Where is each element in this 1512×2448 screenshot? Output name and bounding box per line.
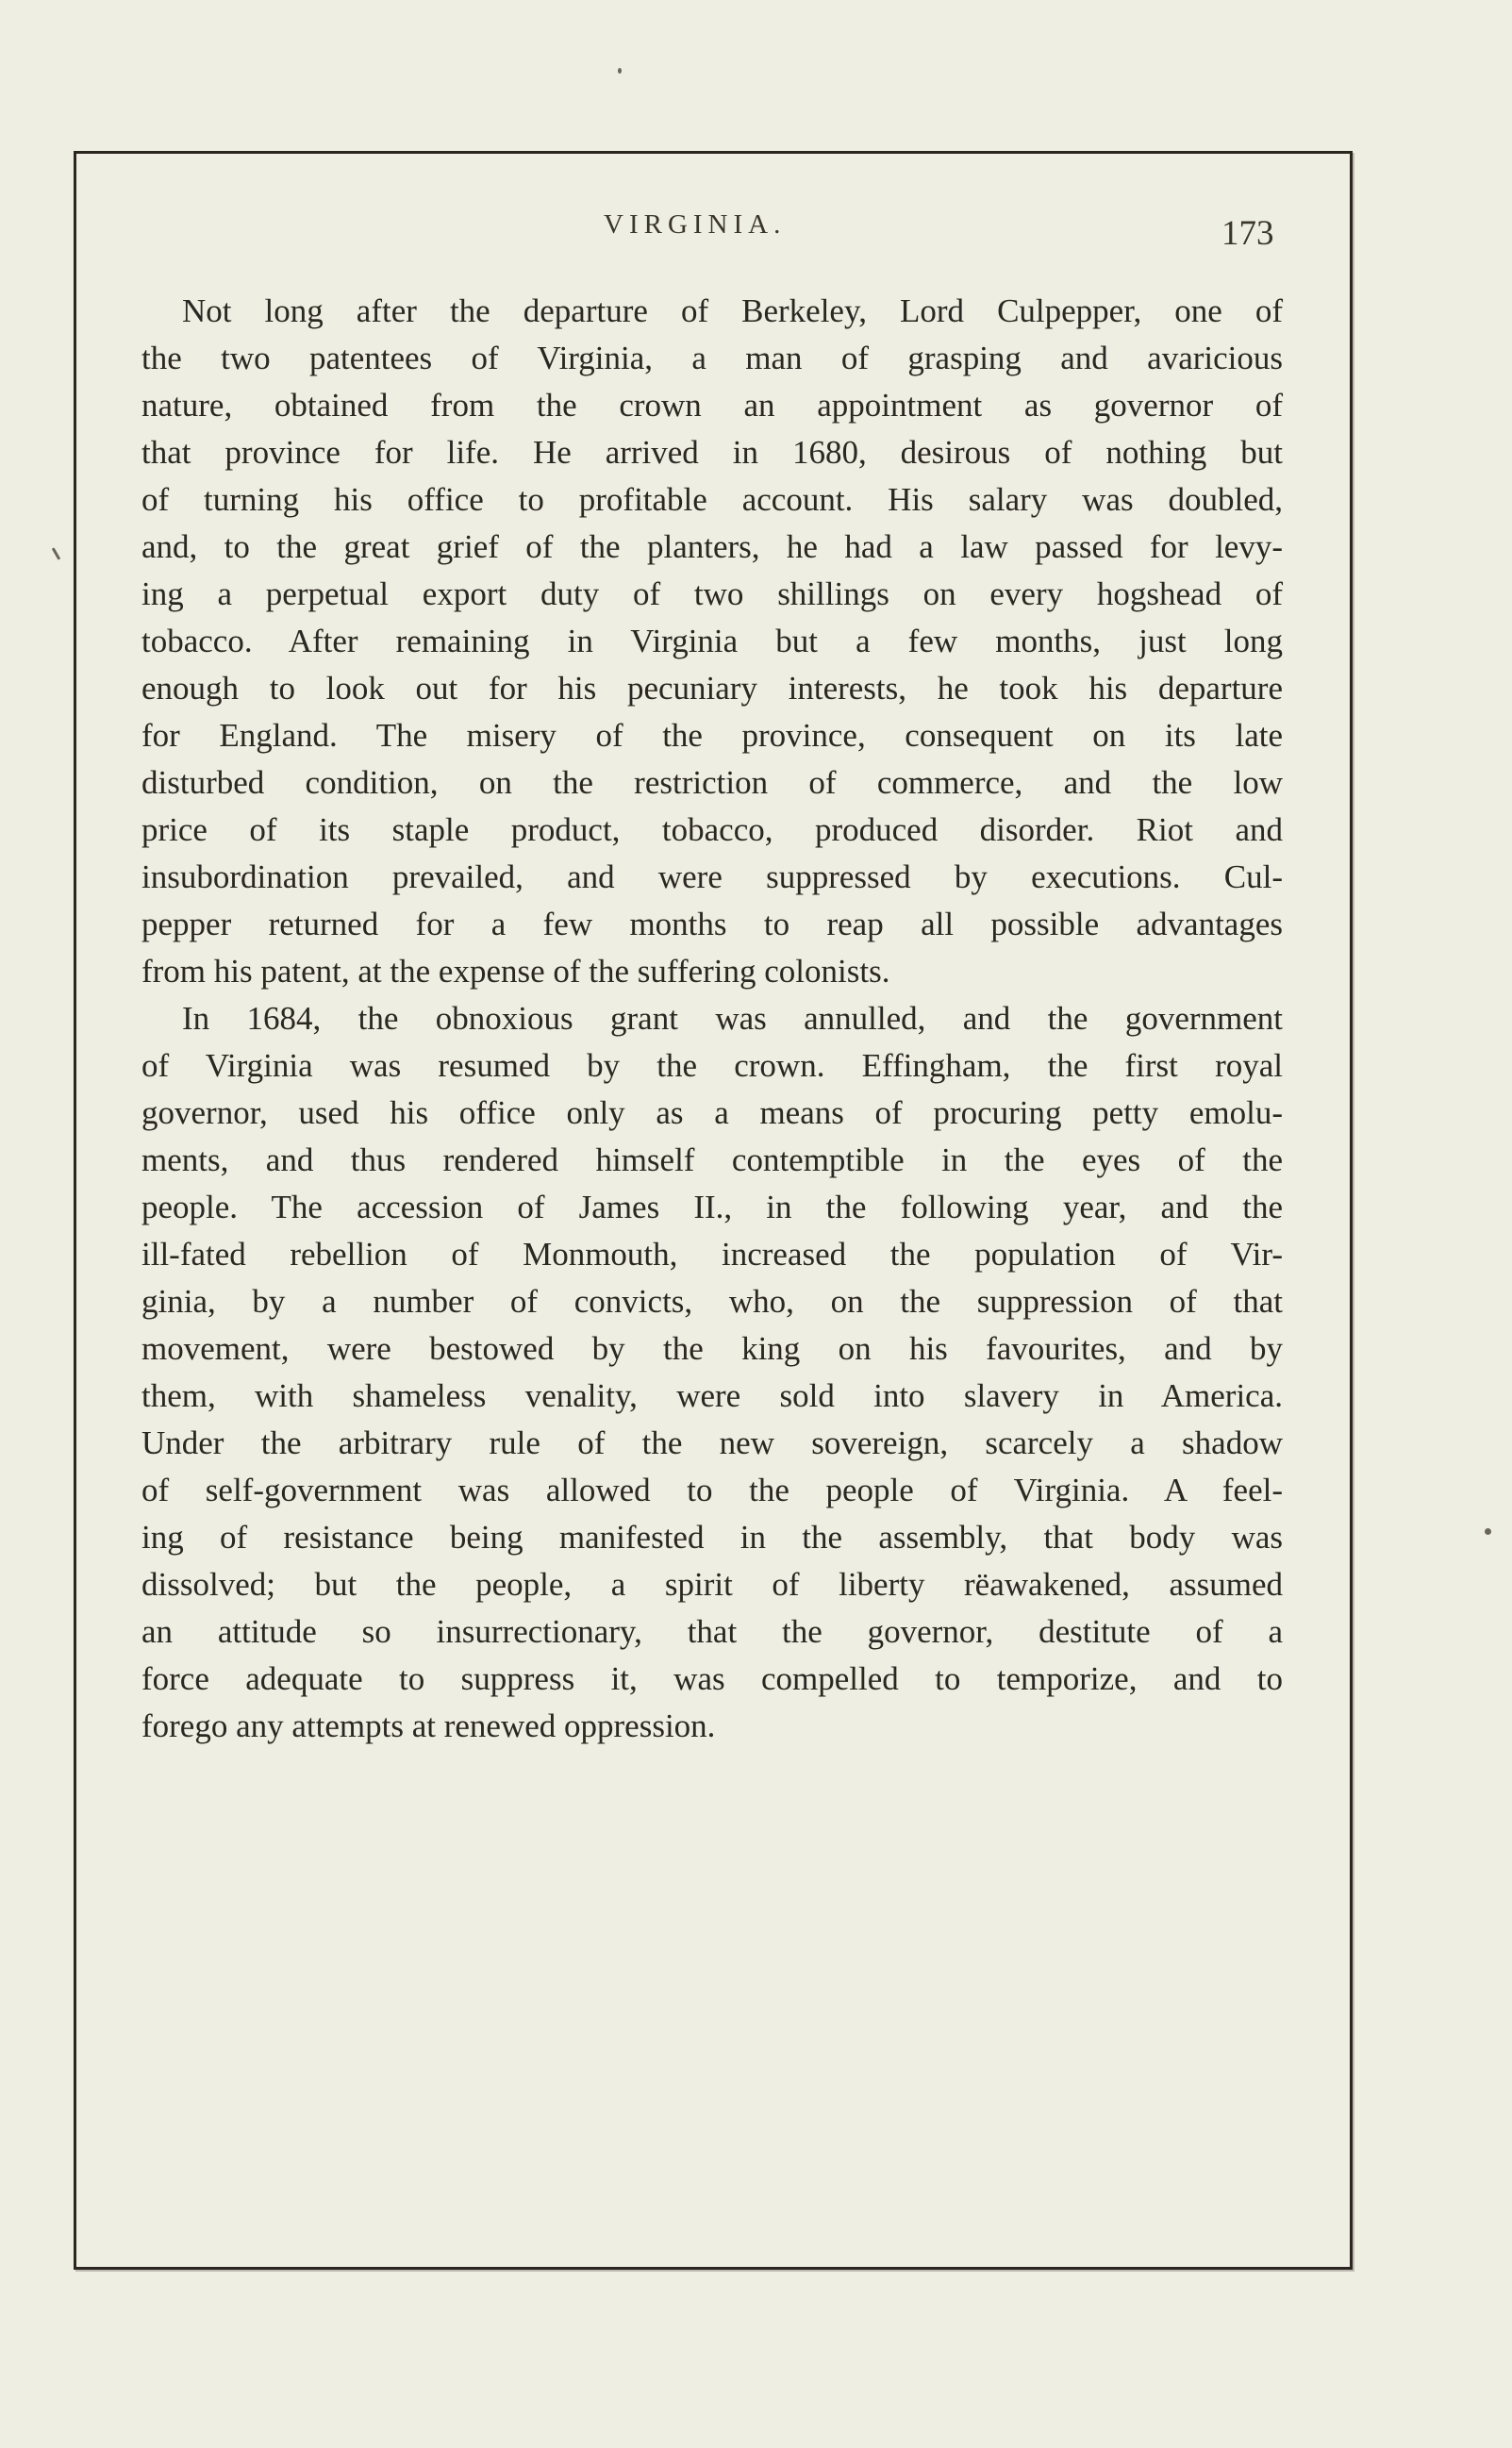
text-line: forego any attempts at renewed oppression. [141, 1707, 716, 1744]
text-line: from his patent, at the expense of the suffering colonists. [141, 953, 890, 990]
margin-speck [52, 547, 61, 560]
text-line: people. The accession of James II., in the following year, and the [141, 1189, 1283, 1225]
text-line: force adequate to suppress it, was compelled to temporize, and to [141, 1660, 1283, 1697]
margin-speck [618, 68, 622, 74]
text-line: of turning his office to profitable account. His salary was doubled, [141, 481, 1283, 518]
running-head: VIRGINIA. [604, 209, 787, 240]
text-line: that province for life. He arrived in 1680, desirous of nothing but [141, 434, 1283, 471]
text-line: the two patentees of Virginia, a man of grasping and avaricious [141, 340, 1283, 376]
text-line: an attitude so insurrectionary, that the governor, destitute of a [141, 1613, 1283, 1650]
text-line: for England. The misery of the province, consequent on its late [141, 717, 1283, 754]
paragraph-1 [141, 288, 1283, 995]
text-line: movement, were bestowed by the king on his favourites, and by [141, 1330, 1283, 1367]
text-line: of Virginia was resumed by the crown. Effingham, the first royal [141, 1047, 1283, 1084]
text-line: enough to look out for his pecuniary interests, he took his departure [141, 670, 1283, 707]
text-line: dissolved; but the people, a spirit of liberty rëawakened, assumed [141, 1566, 1283, 1603]
text-line: pepper returned for a few months to reap all possible advantages [141, 906, 1283, 942]
body-text [141, 288, 1283, 1750]
text-line: ill-fated rebellion of Monmouth, increased the population of Vir- [141, 1236, 1283, 1273]
text-line: governor, used his office only as a means of procuring petty emolu- [141, 1094, 1283, 1131]
text-line: tobacco. After remaining in Virginia but a few months, just long [141, 623, 1283, 659]
text-line: of self-government was allowed to the people of Virginia. A feel- [141, 1472, 1283, 1508]
page-number: 173 [1221, 214, 1274, 253]
paragraph-2 [141, 995, 1283, 1750]
text-line: ing a perpetual export duty of two shillings on every hogshead of [141, 575, 1283, 612]
text-line: In 1684, the obnoxious grant was annulled, and the government [182, 1000, 1283, 1037]
text-line: Not long after the departure of Berkeley, Lord Culpepper, one of [182, 292, 1283, 329]
margin-speck [1485, 1528, 1491, 1535]
text-line: insubordination prevailed, and were suppressed by executions. Cul- [141, 858, 1283, 895]
text-line: price of its staple product, tobacco, produced disorder. Riot and [141, 811, 1283, 848]
text-line: nature, obtained from the crown an appointment as governor of [141, 387, 1283, 424]
text-line: ments, and thus rendered himself contemptible in the eyes of the [141, 1141, 1283, 1178]
text-line: disturbed condition, on the restriction of commerce, and the low [141, 764, 1283, 801]
text-line: ginia, by a number of convicts, who, on the suppression of that [141, 1283, 1283, 1320]
text-line: Under the arbitrary rule of the new sovereign, scarcely a shadow [141, 1424, 1283, 1461]
text-line: them, with shameless venality, were sold into slavery in America. [141, 1377, 1283, 1414]
text-line: and, to the great grief of the planters, he had a law passed for levy- [141, 528, 1283, 565]
text-line: ing of resistance being manifested in the assembly, that body was [141, 1519, 1283, 1556]
